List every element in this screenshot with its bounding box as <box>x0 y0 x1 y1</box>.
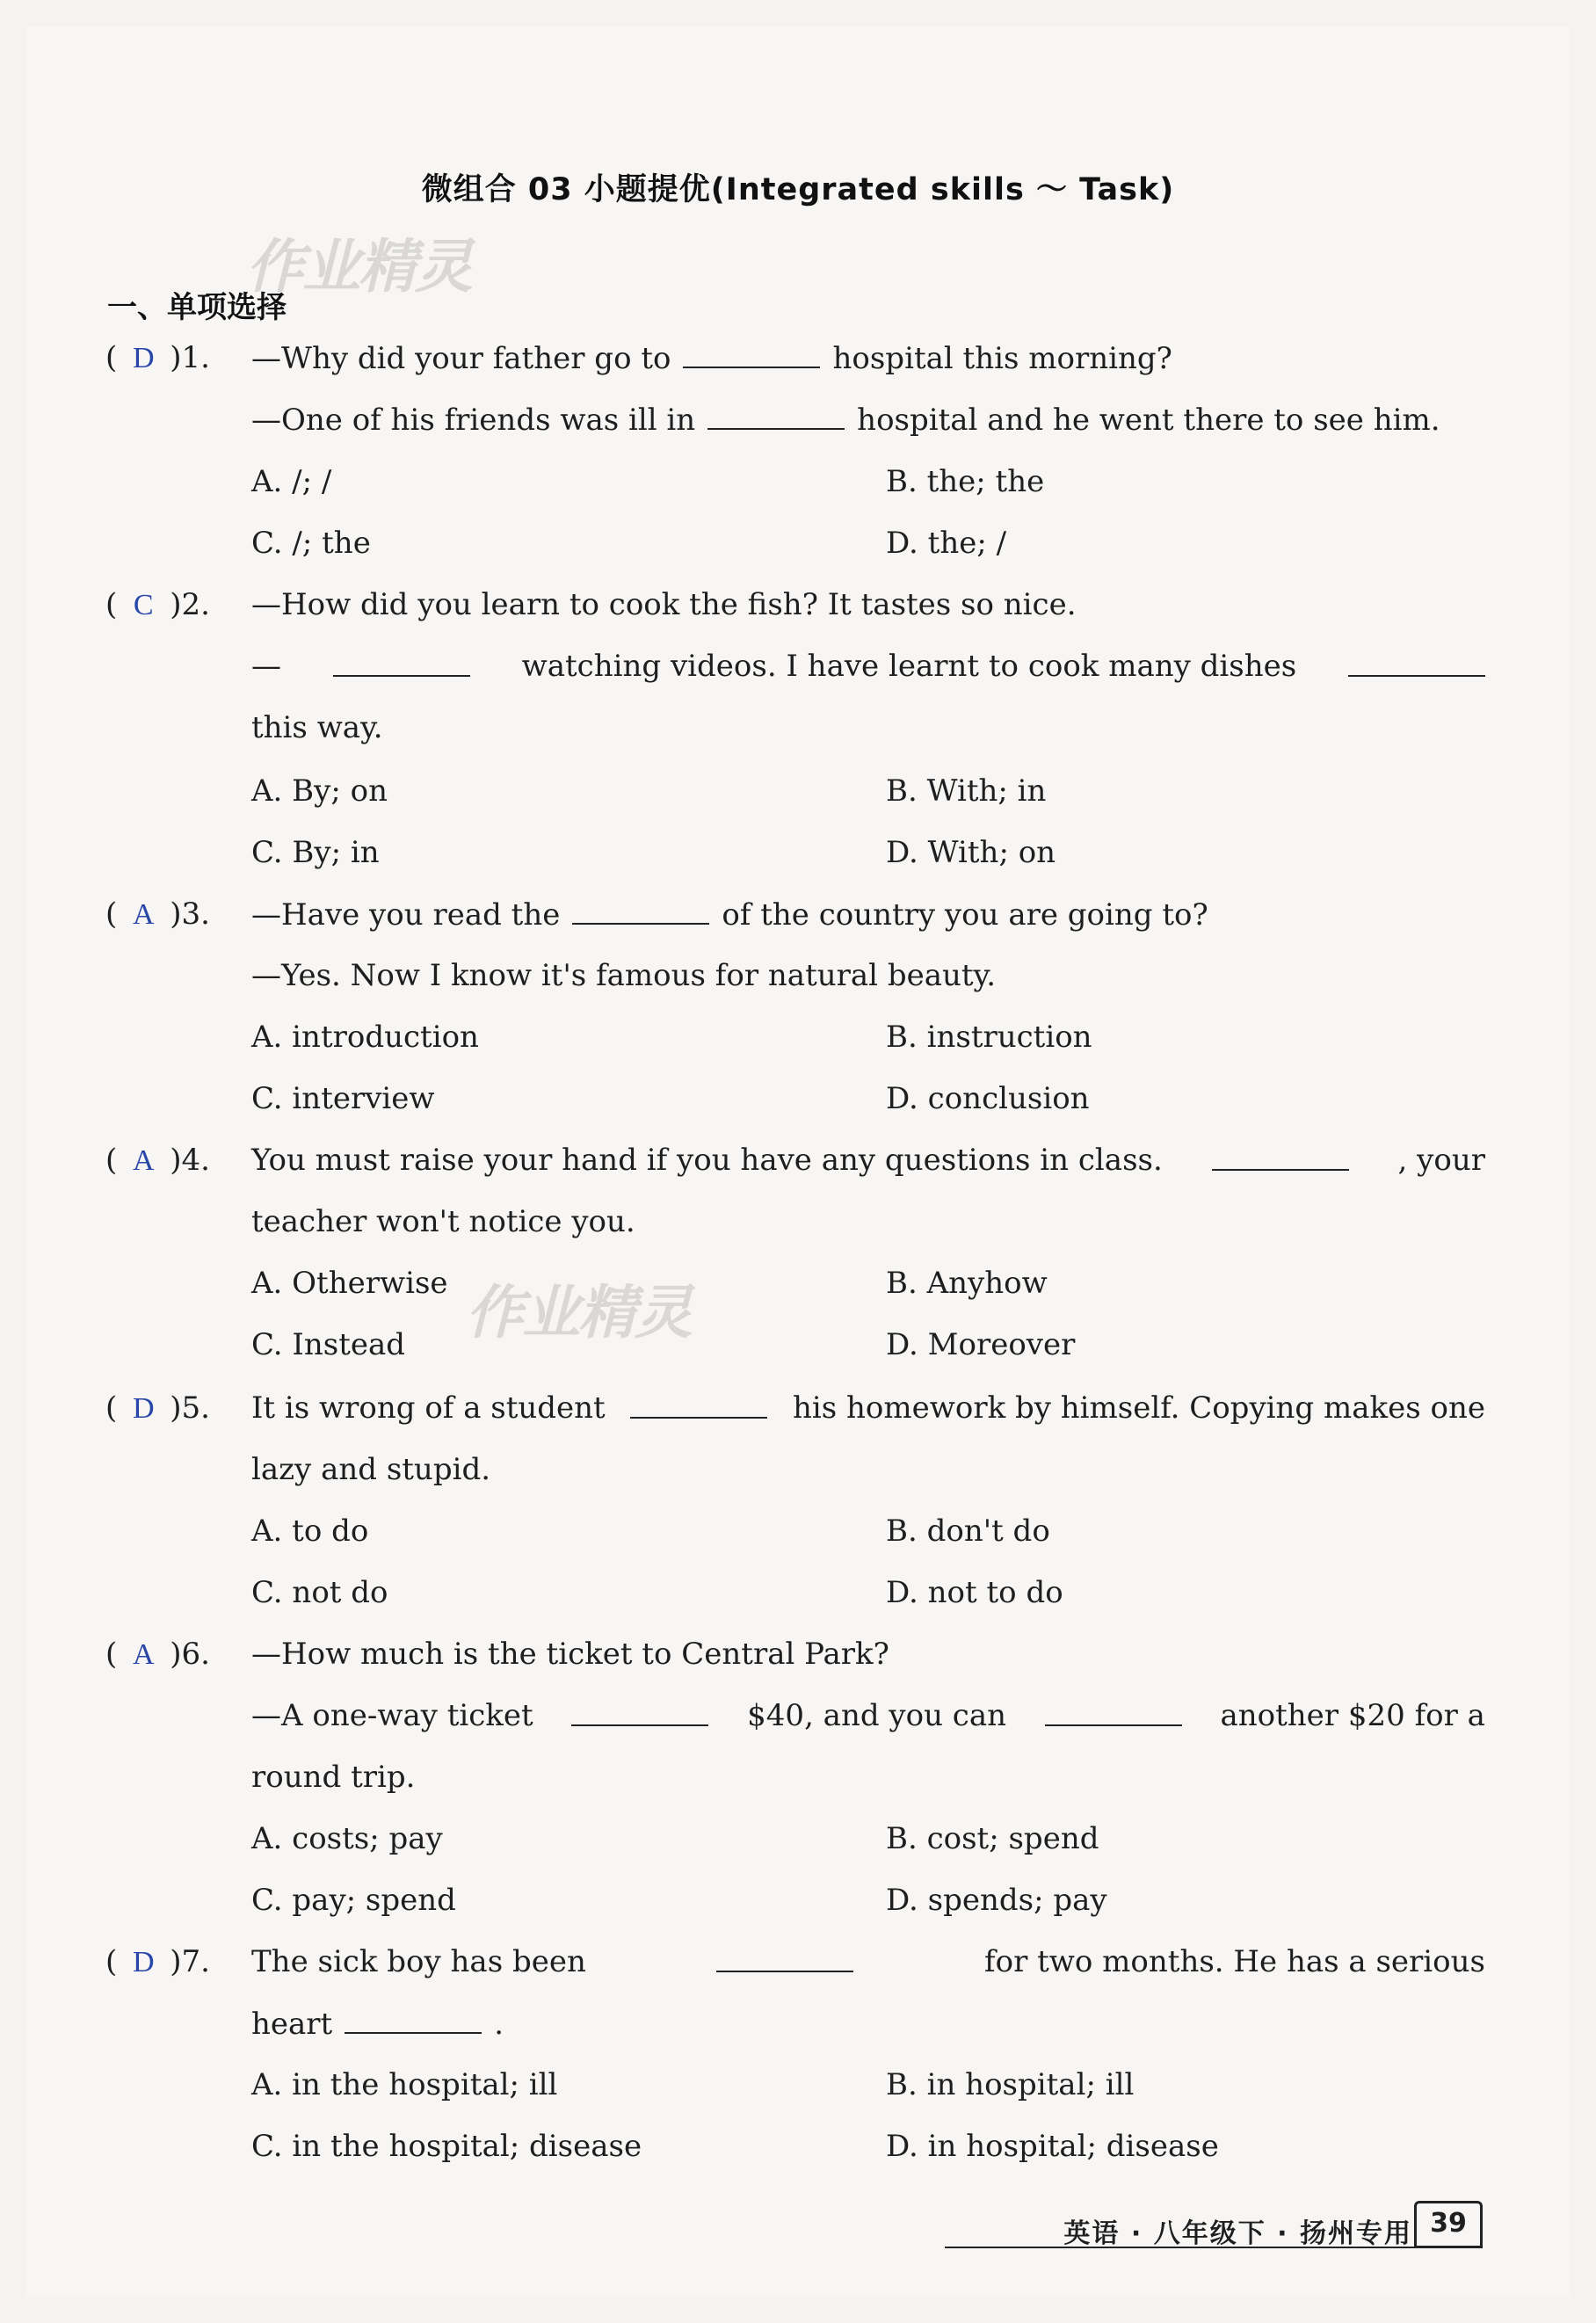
question-stem: this way. <box>251 710 383 745</box>
footer <box>945 2208 1483 2248</box>
stem-text: —One of his friends was ill in <box>251 403 696 438</box>
question-stem <box>251 402 1440 438</box>
stem-text: —How much is the ticket to Central Park? <box>251 1637 889 1672</box>
option-d[interactable]: D. in hospital; disease <box>886 2129 1219 2164</box>
stem-text: —Have you read the <box>251 897 561 933</box>
question-num: )2. <box>170 587 210 622</box>
stem-text: $40, and you can <box>747 1698 1007 1733</box>
page-number: 39 <box>1414 2201 1483 2248</box>
stem-text: watching videos. I have learnt to cook many dishes <box>521 649 1297 684</box>
question-num: )1. <box>170 340 210 375</box>
answer-blank[interactable] <box>707 402 845 430</box>
question-number <box>105 1390 210 1426</box>
paren-open: ( <box>105 1390 118 1426</box>
stem-text: teacher won't notice you. <box>251 1204 635 1239</box>
option-d[interactable]: D. spends; pay <box>886 1883 1107 1918</box>
page-title: 微组合 03 小题提优(Integrated skills ～ Task) <box>421 172 1175 207</box>
question-stem <box>251 1944 1485 1979</box>
stem-text: another $20 for a <box>1220 1698 1485 1733</box>
stem-text: his homework by himself. Copying makes one <box>792 1390 1485 1426</box>
stem-text: of the country you are going to? <box>722 897 1208 933</box>
stem-text: You must raise your hand if you have any questions in class. <box>251 1143 1163 1178</box>
answer-blank[interactable] <box>1348 649 1485 677</box>
answer-blank[interactable] <box>333 649 470 677</box>
option-a[interactable]: A. By; on <box>251 773 388 809</box>
paren-open: ( <box>105 340 118 375</box>
stem-text: heart <box>251 2007 333 2042</box>
option-c[interactable]: C. /; the <box>251 526 371 561</box>
answer-mark: A <box>132 898 155 931</box>
paren-open: ( <box>105 1944 118 1979</box>
question-stem <box>251 1452 490 1487</box>
option-a[interactable]: A. introduction <box>251 1020 479 1055</box>
watermark-middle: 作业精灵 <box>466 1279 691 1347</box>
option-d[interactable]: D. With; on <box>886 835 1056 870</box>
stem-text: hospital this morning? <box>832 341 1172 376</box>
answer-blank[interactable] <box>572 897 709 925</box>
stem-text: —How did you learn to cook the fish? It tastes so nice. <box>251 587 1077 622</box>
option-d[interactable]: D. Moreover <box>886 1327 1076 1362</box>
question-num: )7. <box>170 1944 210 1979</box>
question-stem <box>251 1698 1485 1733</box>
option-b[interactable]: B. With; in <box>886 773 1047 809</box>
option-d[interactable]: D. conclusion <box>886 1081 1090 1116</box>
stem-text: The sick boy has been <box>251 1944 586 1979</box>
option-c[interactable]: C. By; in <box>251 835 380 870</box>
answer-blank[interactable] <box>1212 1143 1349 1171</box>
answer-blank[interactable] <box>571 1698 708 1726</box>
question-stem <box>251 1390 1485 1426</box>
answer-mark: A <box>132 1144 155 1177</box>
question-number <box>105 1143 210 1179</box>
question-stem <box>251 1637 889 1672</box>
question-number <box>105 1637 210 1673</box>
question-number <box>105 587 210 623</box>
paren-open: ( <box>105 587 118 622</box>
question-stem <box>251 587 1077 622</box>
option-c[interactable]: C. not do <box>251 1575 388 1610</box>
option-a[interactable]: A. to do <box>251 1514 369 1549</box>
option-b[interactable]: B. cost; spend <box>886 1821 1099 1856</box>
question-stem <box>251 340 1172 376</box>
question-number <box>105 1944 210 1980</box>
answer-mark: D <box>132 1392 155 1425</box>
option-a[interactable]: A. costs; pay <box>251 1821 443 1856</box>
answer-blank[interactable] <box>1045 1698 1182 1726</box>
stem-text: . <box>494 2007 504 2042</box>
option-a[interactable]: A. /; / <box>251 464 332 499</box>
option-b[interactable]: B. the; the <box>886 464 1045 499</box>
option-c[interactable]: C. pay; spend <box>251 1883 456 1918</box>
paren-open: ( <box>105 897 118 932</box>
question-stem <box>251 2006 504 2042</box>
question-num: )3. <box>170 897 210 932</box>
option-c[interactable]: C. Instead <box>251 1327 406 1362</box>
option-b[interactable]: B. don't do <box>886 1514 1050 1549</box>
watermark-top: 作业精灵 <box>246 233 471 301</box>
question-stem <box>251 897 1208 933</box>
stem-text: for two months. He has a serious <box>984 1944 1485 1979</box>
question-num: )4. <box>170 1143 210 1178</box>
stem-text: It is wrong of a student <box>251 1390 606 1426</box>
question-stem: round trip. <box>251 1760 416 1795</box>
footer-text: 英语 · 八年级下 · 扬州专用 <box>1063 2218 1412 2249</box>
stem-text: , your <box>1397 1143 1485 1178</box>
option-b[interactable]: B. in hospital; ill <box>886 2067 1135 2102</box>
option-d[interactable]: D. the; / <box>886 526 1007 561</box>
stem-text: —Why did your father go to <box>251 341 671 376</box>
paren-open: ( <box>105 1637 118 1672</box>
answer-blank[interactable] <box>716 1944 853 1972</box>
paren-open: ( <box>105 1143 118 1178</box>
question-num: )5. <box>170 1390 210 1426</box>
question-stem <box>251 958 996 993</box>
answer-blank[interactable] <box>683 340 820 368</box>
stem-text: — <box>251 649 281 684</box>
stem-text: —Yes. Now I know it's famous for natural beauty. <box>251 958 997 993</box>
option-c[interactable]: C. interview <box>251 1081 435 1116</box>
option-b[interactable]: B. instruction <box>886 1020 1092 1055</box>
option-c[interactable]: C. in the hospital; disease <box>251 2129 642 2164</box>
answer-mark: A <box>132 1638 155 1671</box>
answer-blank[interactable] <box>345 2006 482 2034</box>
question-num: )6. <box>170 1637 210 1672</box>
question-number <box>105 340 210 376</box>
option-d[interactable]: D. not to do <box>886 1575 1063 1610</box>
answer-mark: D <box>132 342 155 374</box>
question-stem <box>251 1204 635 1239</box>
stem-text: —A one-way ticket <box>251 1698 533 1733</box>
question-stem <box>251 1143 1485 1178</box>
stem-text: lazy and stupid. <box>251 1452 491 1487</box>
option-a[interactable]: A. Otherwise <box>251 1266 448 1301</box>
option-a[interactable]: A. in the hospital; ill <box>251 2067 558 2102</box>
section-heading: 一、单项选择 <box>107 290 287 325</box>
question-number <box>105 897 210 933</box>
answer-blank[interactable] <box>630 1390 767 1419</box>
question-stem <box>251 649 1485 684</box>
option-b[interactable]: B. Anyhow <box>886 1266 1048 1301</box>
answer-mark: C <box>133 589 154 621</box>
stem-text: hospital and he went there to see him. <box>857 403 1440 438</box>
answer-mark: D <box>132 1946 155 1978</box>
